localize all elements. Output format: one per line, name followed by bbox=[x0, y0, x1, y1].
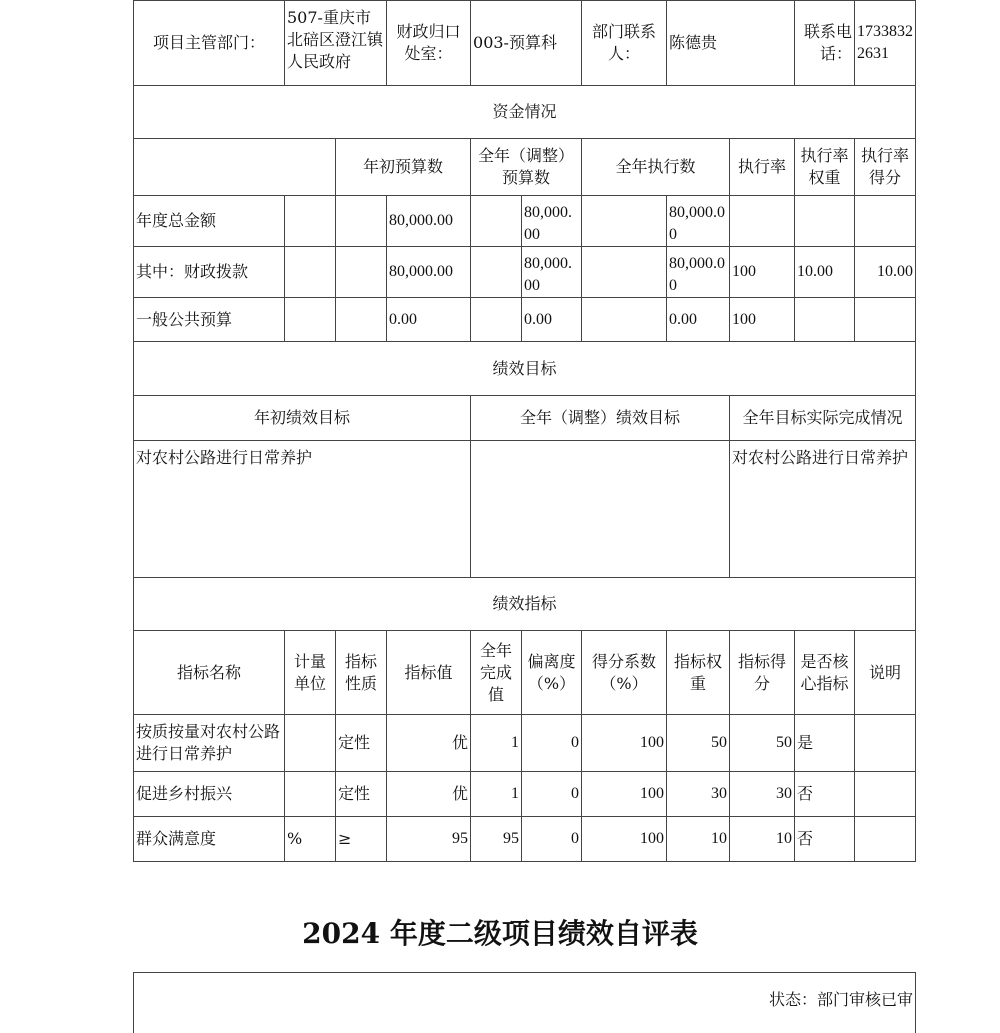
indicator-coef: 100 bbox=[582, 715, 667, 772]
indicator-core: 是 bbox=[795, 715, 855, 772]
indicator-core: 否 bbox=[795, 772, 855, 817]
funds-row-initial: 0.00 bbox=[387, 298, 471, 342]
indicator-value: 95 bbox=[387, 817, 471, 862]
indicator-coef: 100 bbox=[582, 817, 667, 862]
goals-header-initial: 年初绩效目标 bbox=[134, 396, 471, 441]
indicator-value: 优 bbox=[387, 715, 471, 772]
indicator-unit bbox=[285, 772, 336, 817]
indicators-header-row bbox=[134, 631, 916, 715]
funds-row-rate: 100 bbox=[730, 247, 795, 298]
goals-header-actual: 全年目标实际完成情况 bbox=[730, 396, 916, 441]
funds-row-adjusted: 80,000.00 bbox=[522, 196, 582, 247]
finance-value: 003-预算科 bbox=[471, 1, 582, 86]
ind-header-unit: 计量单位 bbox=[285, 631, 336, 715]
ind-header-name: 指标名称 bbox=[134, 631, 285, 715]
funds-row-name: 年度总金额 bbox=[134, 196, 285, 247]
ind-header-done: 全年完成值 bbox=[471, 631, 522, 715]
indicator-name: 群众满意度 bbox=[134, 817, 285, 862]
indicators-section-title: 绩效指标 bbox=[134, 578, 916, 631]
funds-row-executed: 0.00 bbox=[667, 298, 730, 342]
ind-header-coef: 得分系数（%） bbox=[582, 631, 667, 715]
contact-label: 部门联系人： bbox=[582, 1, 667, 86]
indicator-deviation: 0 bbox=[522, 817, 582, 862]
status-text: 状态：部门审核已审 bbox=[768, 990, 913, 1009]
indicator-nature: 定性 bbox=[336, 772, 387, 817]
ind-header-note: 说明 bbox=[855, 631, 916, 715]
ind-header-deviation: 偏离度（%） bbox=[522, 631, 582, 715]
indicator-value: 优 bbox=[387, 772, 471, 817]
indicator-done: 1 bbox=[471, 715, 522, 772]
funds-header-initial: 年初预算数 bbox=[336, 139, 471, 196]
indicator-deviation: 0 bbox=[522, 715, 582, 772]
funds-row-initial: 80,000.00 bbox=[387, 196, 471, 247]
indicator-nature: ≥ bbox=[336, 817, 387, 862]
ind-header-core: 是否核心指标 bbox=[795, 631, 855, 715]
goals-header-adjusted: 全年（调整）绩效目标 bbox=[471, 396, 730, 441]
phone-value: 17338322631 bbox=[855, 1, 916, 86]
funds-header-adjusted: 全年（调整）预算数 bbox=[471, 139, 582, 196]
funds-row-executed: 80,000.00 bbox=[667, 247, 730, 298]
indicator-done: 1 bbox=[471, 772, 522, 817]
funds-row-rate bbox=[730, 196, 795, 247]
funds-row-score bbox=[855, 196, 916, 247]
funds-header-executed: 全年执行数 bbox=[582, 139, 730, 196]
funds-header-rate: 执行率 bbox=[730, 139, 795, 196]
indicator-row bbox=[134, 715, 916, 772]
indicator-row bbox=[134, 817, 916, 862]
goals-header-row bbox=[134, 396, 916, 441]
dept-label: 项目主管部门： bbox=[134, 1, 285, 86]
finance-label: 财政归口处室： bbox=[387, 1, 471, 86]
indicator-coef: 100 bbox=[582, 772, 667, 817]
dept-value: 507-重庆市北碚区澄江镇人民政府 bbox=[285, 1, 387, 86]
funds-row-weight bbox=[795, 298, 855, 342]
funds-row-score bbox=[855, 298, 916, 342]
funds-row-score: 10.00 bbox=[855, 247, 916, 298]
funds-row bbox=[134, 298, 916, 342]
indicator-unit: % bbox=[285, 817, 336, 862]
indicator-weight: 30 bbox=[667, 772, 730, 817]
indicator-done: 95 bbox=[471, 817, 522, 862]
contact-value: 陈德贵 bbox=[667, 1, 795, 86]
indicator-name: 按质按量对农村公路进行日常养护 bbox=[134, 715, 285, 772]
indicator-name: 促进乡村振兴 bbox=[134, 772, 285, 817]
funds-row-adjusted: 0.00 bbox=[522, 298, 582, 342]
indicator-weight: 50 bbox=[667, 715, 730, 772]
funds-header-weight: 执行率权重 bbox=[795, 139, 855, 196]
phone-label: 联系电话： bbox=[795, 1, 855, 86]
funds-header-row bbox=[134, 139, 916, 196]
funds-row-executed: 80,000.00 bbox=[667, 196, 730, 247]
actual-completion-text: 对农村公路进行日常养护 bbox=[730, 441, 916, 578]
indicator-score: 30 bbox=[730, 772, 795, 817]
indicator-nature: 定性 bbox=[336, 715, 387, 772]
indicator-core: 否 bbox=[795, 817, 855, 862]
funds-row-rate: 100 bbox=[730, 298, 795, 342]
ind-header-weight: 指标权重 bbox=[667, 631, 730, 715]
indicator-score: 50 bbox=[730, 715, 795, 772]
adjusted-goal-text bbox=[471, 441, 730, 578]
indicator-deviation: 0 bbox=[522, 772, 582, 817]
funds-row-name: 其中：财政拨款 bbox=[134, 247, 285, 298]
next-table-box bbox=[133, 972, 916, 1033]
goals-content-row bbox=[134, 441, 916, 578]
performance-table bbox=[133, 0, 916, 862]
header-row bbox=[134, 1, 916, 86]
indicator-row bbox=[134, 772, 916, 817]
indicator-note bbox=[855, 715, 916, 772]
goals-section-title: 绩效目标 bbox=[134, 342, 916, 396]
indicator-weight: 10 bbox=[667, 817, 730, 862]
next-page-title: 2024 年度二级项目绩效自评表 bbox=[302, 917, 698, 950]
indicator-score: 10 bbox=[730, 817, 795, 862]
funds-row-adjusted: 80,000.00 bbox=[522, 247, 582, 298]
funds-row-weight bbox=[795, 196, 855, 247]
funds-row-name: 一般公共预算 bbox=[134, 298, 285, 342]
ind-header-value: 指标值 bbox=[387, 631, 471, 715]
funds-header-score: 执行率得分 bbox=[855, 139, 916, 196]
ind-header-nature: 指标性质 bbox=[336, 631, 387, 715]
funds-row bbox=[134, 247, 916, 298]
funds-section-title: 资金情况 bbox=[134, 86, 916, 139]
ind-header-score: 指标得分 bbox=[730, 631, 795, 715]
funds-row-weight: 10.00 bbox=[795, 247, 855, 298]
funds-row bbox=[134, 196, 916, 247]
indicator-note bbox=[855, 817, 916, 862]
indicator-note bbox=[855, 772, 916, 817]
indicator-unit bbox=[285, 715, 336, 772]
initial-goal-text: 对农村公路进行日常养护 bbox=[134, 441, 471, 578]
funds-row-initial: 80,000.00 bbox=[387, 247, 471, 298]
